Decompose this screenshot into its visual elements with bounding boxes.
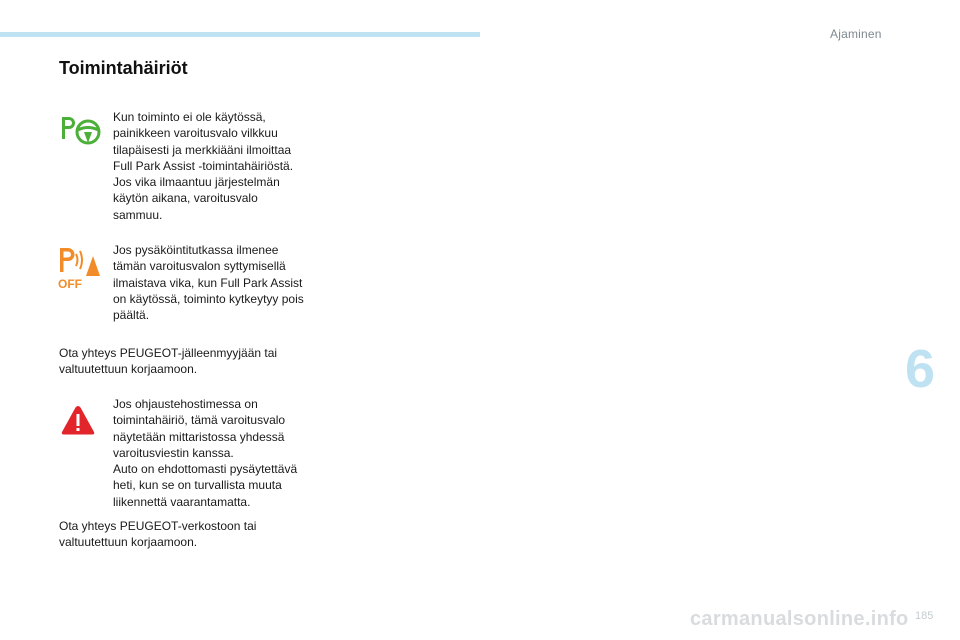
text-line: Kun toiminto ei ole käytössä,: [113, 110, 266, 124]
warning-triangle-icon: [60, 404, 96, 436]
off-label: OFF: [58, 277, 82, 290]
text-line: Jos ohjaustehostimessa on: [113, 397, 258, 411]
paragraph-contact-network: [59, 518, 256, 551]
text-line: valtuutettuun korjaamoon.: [59, 362, 198, 377]
text-line: tilapäisesti ja merkkiääni ilmoittaa: [113, 142, 292, 157]
text-line: ilmaistava vika, kun Full Park Assist: [113, 275, 303, 290]
paragraph-parking-sensor-fault: [113, 242, 304, 323]
text-line: tämän varoitusvalon syttymisellä: [113, 259, 286, 274]
text-line: Full Park Assist -toimintahäiriöstä.: [113, 158, 294, 173]
text-line: toimintahäiriö, tämä varoitusvalo: [113, 413, 286, 428]
text-line: Ota yhteys PEUGEOT-verkostoon tai: [59, 519, 257, 533]
chapter-number-tab: 6: [905, 339, 936, 399]
paragraph-park-assist-fault: [113, 109, 293, 223]
paragraph-power-steering-fault: [113, 396, 297, 510]
text-line: painikkeen varoitusvalo vilkkuu: [113, 126, 278, 141]
text-line: heti, kun se on turvallista muuta: [113, 478, 282, 493]
text-line: varoitusviestin kanssa.: [113, 445, 234, 460]
parking-sensor-off-warning-icon: [56, 246, 104, 290]
text-line: Jos vika ilmaantuu järjestelmän: [113, 175, 280, 190]
text-line: käytön aikana, varoitusvalo: [113, 191, 258, 206]
top-accent-bar: [0, 32, 480, 37]
text-line: Ota yhteys PEUGEOT-jälleenmyyjään tai: [59, 346, 278, 360]
footer-watermark: carmanualsonline.info: [690, 608, 909, 630]
chapter-title: Ajaminen: [830, 27, 882, 41]
text-line: on käytössä, toiminto kytkeytyy pois: [113, 291, 304, 306]
text-line: Jos pysäköintitutkassa ilmenee: [113, 243, 279, 257]
park-assist-steering-warning-icon: [58, 115, 102, 147]
text-line: sammuu.: [113, 207, 163, 222]
text-line: näytetään mittaristossa yhdessä: [113, 429, 285, 444]
paragraph-contact-dealer: [59, 345, 277, 378]
text-line: liikennettä vaarantamatta.: [113, 494, 251, 509]
text-line: valtuutettuun korjaamoon.: [59, 535, 198, 550]
section-title: Toimintahäiriöt: [59, 58, 188, 78]
page-number: 185: [915, 610, 934, 622]
text-line: päältä.: [113, 308, 150, 323]
text-line: Auto on ehdottomasti pysäytettävä: [113, 462, 298, 477]
